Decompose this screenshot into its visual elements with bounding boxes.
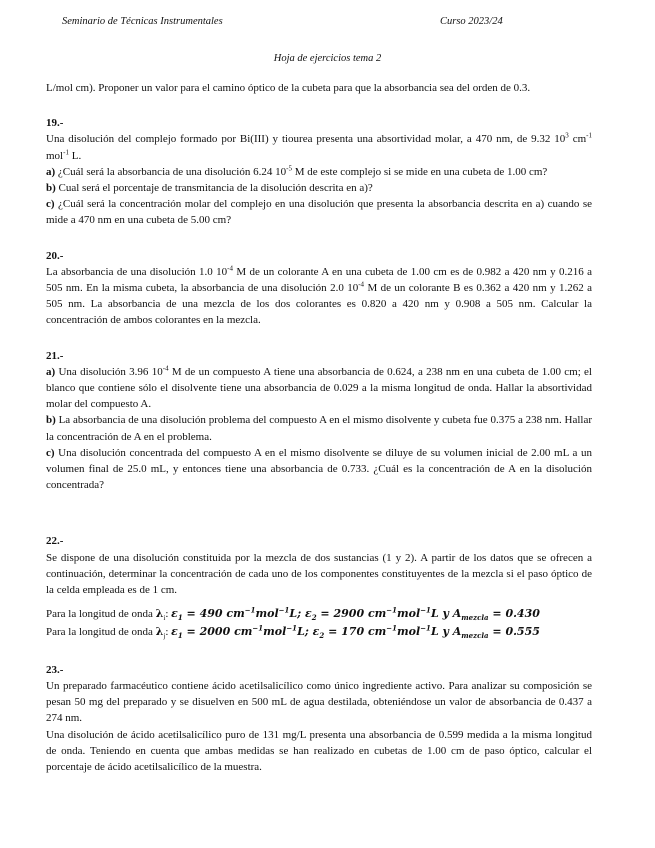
exercise-23-paragraph-1: Un preparado farmacéutico contiene ácido acetilsalicílico como único ingrediente activo. Para analizar su composición se pesan 50 mg del preparado y se disuelven en 500 mL de agua destilada, obteniéndose un valor de absorbancia de 0.437 a 274 nm. — [46, 679, 592, 725]
exercise-22-text: Se dispone de una disolución constituida por la mezcla de dos sustancias (1 y 2). A partir de los datos que se ofrecen a continuación, determinar la concentración de cada uno de los componentes constituyentes de la mezcla si el paso óptico de la celda empleada es de 1 cm. — [46, 551, 592, 597]
exercise-21-part-a: a) Una disolución 3.96 $10^{-4}$ M de un compuesto A tiene una absorbancia de 0.624, a 238 nm en una cubeta de 1.00 cm; el blanco que contiene sólo el disolvente tiene una absorbancia de 0.029 a la misma longitud de onda. Hallar la absortividad molar del compuesto A. — [46, 364, 592, 411]
header-course-name: Seminario de Técnicas Instrumentales — [62, 16, 223, 27]
exercise-21-part-b: b) La absorbancia de una disolución problema del compuesto A en el mismo disolvente y cubeta fue 0.375 a 238 nm. Hallar la concentración de A en el problema. — [46, 414, 592, 443]
exercise-22-number: 22.- — [46, 535, 64, 548]
document-body — [46, 80, 592, 775]
exercise-19-part-a: a) ¿Cuál será la absorbancia de una disolución 6.24 $10^{-5}$ M de este complejo si se mide en una cubeta de 1.00 cm? — [46, 164, 548, 178]
exercise-22-data-line-1: Para la longitud de onda $\lambda_i$: $\varepsilon_1 = 490$ $cm^{-1}mol^{-1}L$; $\varepsilon_2 = 2900$ $cm^{-1}mol^{-1}L$ y $A_{mezcla} = 0.430$ — [46, 605, 540, 623]
exercise-23-paragraph-2: Una disolución de ácido acetilsalicílico puro de 131 mg/L presenta una absorbancia de 0.599 medida a la misma longitud de onda. Teniendo en cuenta que ambas medidas se han realizado en cubetas de 1.00 cm de paso óptico, calcular el porcentaje de ácido acetilsalicílico de la muestra. — [46, 728, 592, 773]
exercise-21-part-c: c) Una disolución concentrada del compuesto A en el mismo disolvente se diluye de su volumen inicial de 2.00 mL a un volumen final de 25.0 mL, y entonces tiene una absorbancia de 0.733. ¿Cuál es la concentración de A en la disolución concentrada? — [46, 446, 592, 492]
page-subtitle: Hoja de ejercicios tema 2 — [273, 53, 382, 64]
exercise-20-number: 20.- — [46, 249, 64, 262]
exercise-19-part-c: c) ¿Cuál será la concentración molar del complejo en una disolución que presenta la absorbancia descrita en a) cuando se mide a 470 nm en una cubeta de 5.00 cm? — [46, 198, 592, 227]
exercise-19-stem: Una disolución del complejo formado por Bi(III) y tiourea presenta una absortividad molar, a 470 nm, de 9.32 $10^3$ $cm^{-1}$ mol$^{-1}$ L. — [46, 131, 592, 162]
exercise-19-number: 19.- — [46, 117, 64, 130]
header-course-year: Curso 2023/24 — [440, 16, 503, 27]
exercise-21-number: 21.- — [46, 349, 64, 362]
intro-paragraph: L/mol cm). Proponer un valor para el camino óptico de la cubeta para que la absorbancia sea del orden de 0.3. — [46, 82, 531, 94]
exercise-22-data-line-2: Para la longitud de onda $\lambda_j$: $\varepsilon_1 = 2000$ $cm^{-1}mol^{-1}L$; $\varepsilon_2 = 170$ $cm^{-1}mol^{-1}L$ y $A_{mezcla} = 0.555$ — [46, 623, 540, 641]
exercise-20-text: La absorbancia de una disolución 1.0 $10^{-4}$ M de un colorante A en una cubeta de 1.00 cm es de 0.982 a 420 nm y 0.216 a 505 nm. En la misma cubeta, la absorbancia de una disolución 2.0 $10^{-4}$ M de un colorante B es 0.362 a 420 nm y 1.262 a 505 nm. La absorbancia de una mezcla de los dos colorantes es 0.820 a 420 nm y 0.908 a 505 nm. Calcular la concentración de ambos colorantes en la mezcla. — [46, 264, 593, 327]
exercise-23-number: 23.- — [46, 663, 64, 676]
exercise-19-part-b: b) Cual será el porcentaje de transmitancia de la disolución descrita en a)? — [46, 182, 373, 195]
